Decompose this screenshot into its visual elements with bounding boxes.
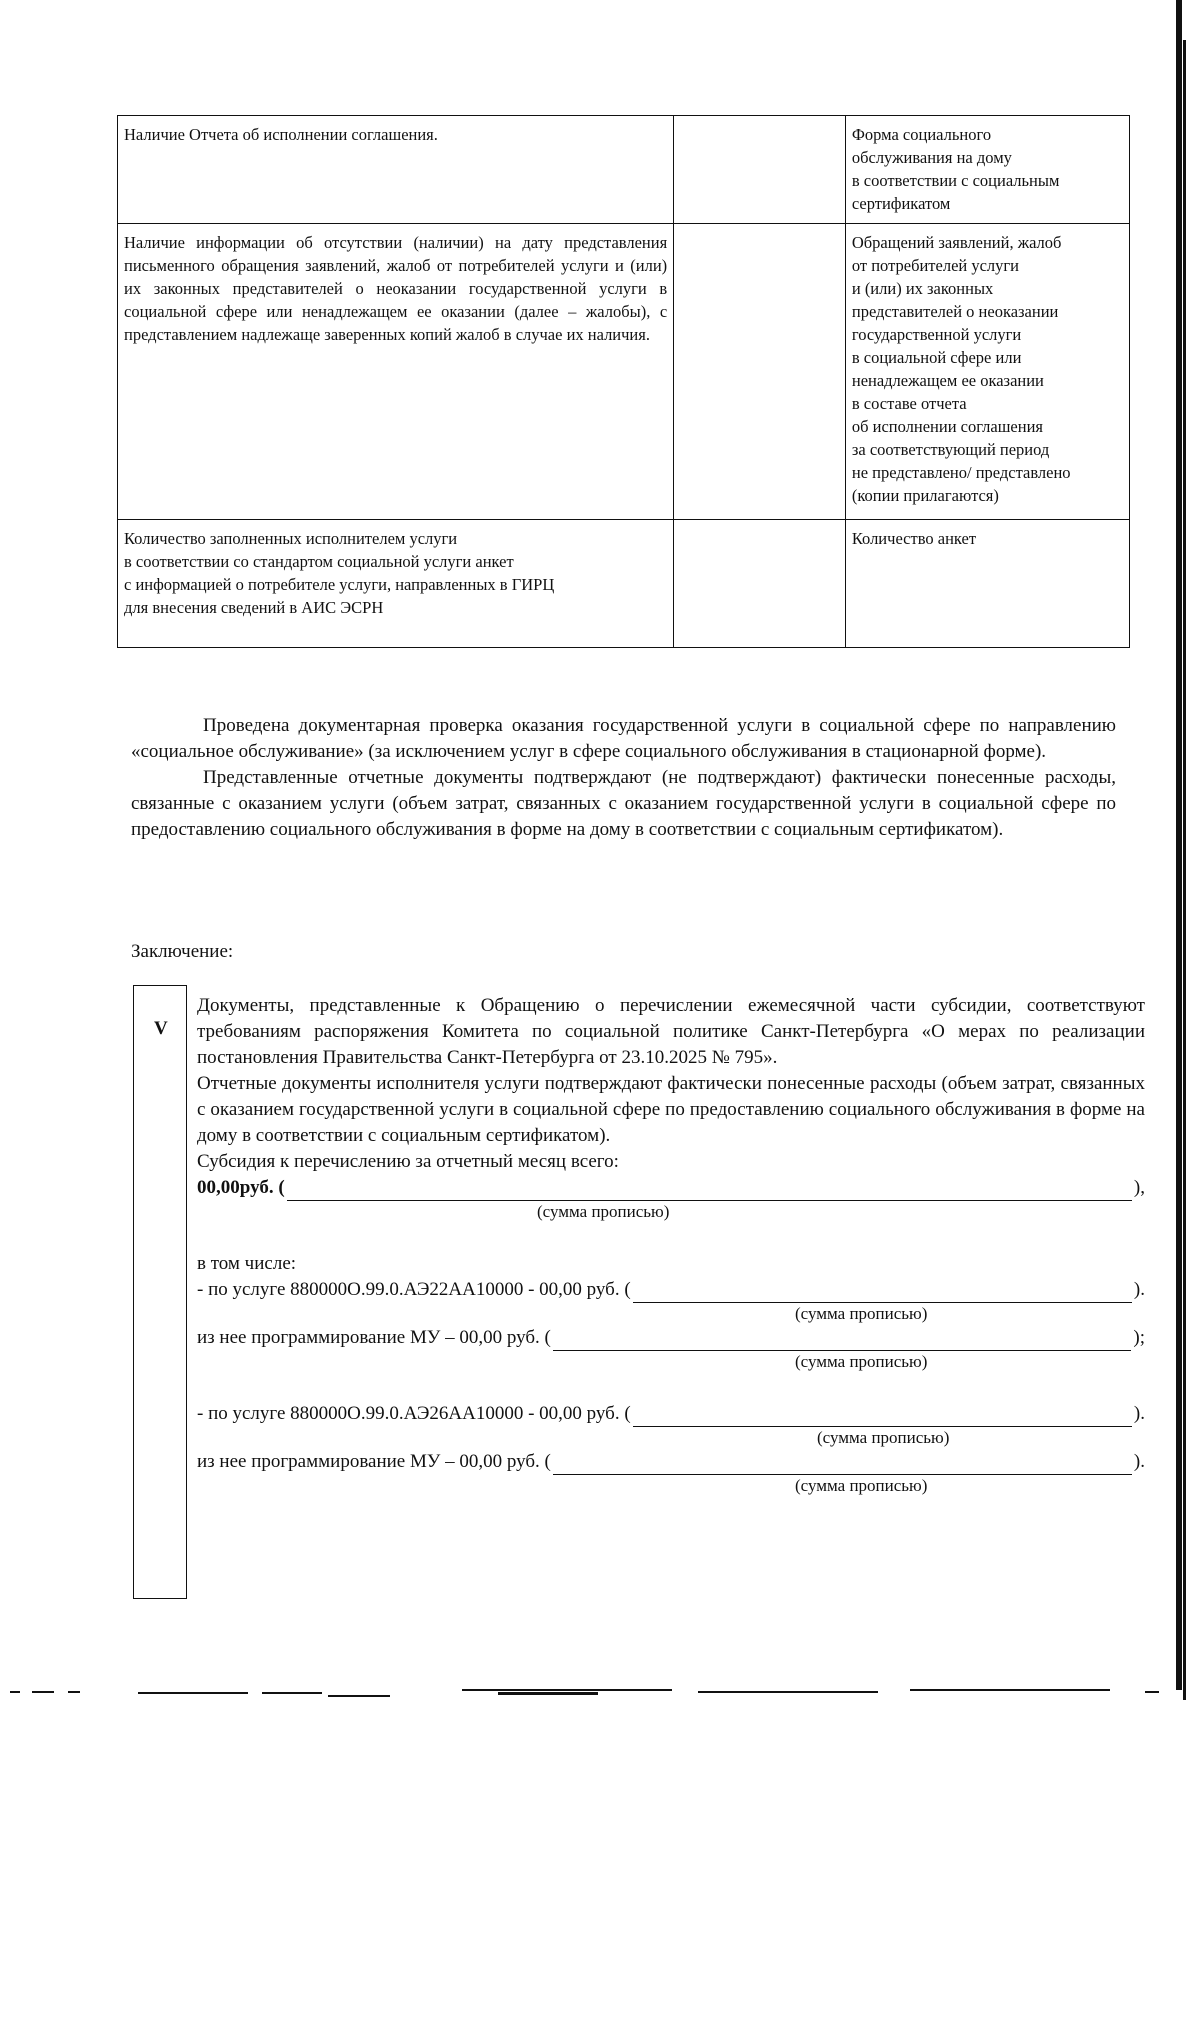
conclusion-title: Заключение: [131, 941, 234, 962]
value-cell [674, 224, 846, 520]
note-cell: Форма социального обслуживания на дому в соответствии с социальным сертификатом [845, 116, 1129, 224]
verification-table [117, 115, 1130, 648]
amount-in-words-blank[interactable] [553, 1330, 1132, 1351]
check-mark: V [154, 1018, 168, 1039]
page-break-line [10, 1685, 1190, 1699]
scan-edge-inner [1183, 40, 1186, 1700]
scan-edge [1176, 0, 1182, 1690]
conclusion-text-expenses: Отчетные документы исполнителя услуги подтверждают фактически понесенные расходы (объем затрат, связанных с оказанием государственной услуги в социальной сфере по предоставлению социального обслуживания в форме на дому в соответствии с социальным сертификатом). [197, 1073, 1145, 1146]
line-end: ). [1133, 1279, 1145, 1300]
subsidy-label: Субсидия к перечислению за отчетный месяц всего: [197, 1151, 619, 1172]
criterion-cell: Количество заполненных исполнителем услуги в соответствии со стандартом социальной услуги анкет с информацией о потребителе услуги, направленных в ГИРЦ для внесения сведений в АИС ЭСРН [118, 520, 674, 648]
program1-label: из нее программирование МУ – 00,00 руб. ( [197, 1327, 551, 1348]
verification-paragraphs [131, 713, 1116, 843]
amount-caption: (сумма прописью) [795, 1352, 928, 1371]
service2-label: - по услуге 880000О.99.0.АЭ26АА10000 - 00,00 руб. ( [197, 1403, 631, 1424]
line-end: ); [1133, 1327, 1145, 1348]
criterion-cell: Наличие информации об отсутствии (наличии) на дату представления письменного обращения заявлений, жалоб от потребителей услуги и (или) их законных представителей о неоказании государственной услуги в социальной сфере или ненадлежащем ее оказании (далее – жалобы), с представлением надлежаще заверенных копий жалоб в случае их наличия. [118, 224, 674, 520]
line-end: ). [1133, 1403, 1145, 1424]
program1-line [197, 1325, 1145, 1351]
program2-line [197, 1449, 1145, 1475]
conclusion-body [197, 993, 1145, 1497]
service1-line [197, 1277, 1145, 1303]
table-row [118, 224, 1130, 520]
value-cell [674, 116, 846, 224]
amount-caption: (сумма прописью) [795, 1476, 928, 1495]
amount-in-words-blank[interactable] [633, 1282, 1132, 1303]
amount-in-words-blank[interactable] [633, 1406, 1132, 1427]
service1-label: - по услуге 880000О.99.0.АЭ22АА10000 - 00,00 руб. ( [197, 1279, 631, 1300]
program2-label: из нее программирование МУ – 00,00 руб. ( [197, 1451, 551, 1472]
amount-in-words-blank[interactable] [287, 1180, 1132, 1201]
checkbox-column [133, 985, 187, 1599]
paragraph-documents: Представленные отчетные документы подтверждают (не подтверждают) фактически понесенные расходы, связанные с оказанием услуги (объем затрат, связанных с оказанием государственной услуги в социальной сфере по предоставлению социального обслуживания в форме на дому в соответствии с социальным сертификатом). [131, 767, 1116, 840]
note-cell: Обращений заявлений, жалоб от потребителей услуги и (или) их законных представителей о неоказании государственной услуги в социальной сфере или ненадлежащем ее оказании в составе отчета об исполнении соглашения за соответствующий период не представлено/ представлено (копии прилагаются) [845, 224, 1129, 520]
total-sum-line [197, 1175, 1145, 1201]
table-row [118, 116, 1130, 224]
service2-line [197, 1401, 1145, 1427]
including-label: в том числе: [197, 1253, 297, 1274]
line-end: ), [1133, 1177, 1145, 1198]
conclusion-text-compliance: Документы, представленные к Обращению о перечислении ежемесячной части субсидии, соответствуют требованиям распоряжения Комитета по социальной политике Санкт-Петербурга «О мерах по реализации постановления Правительства Санкт-Петербурга от 23.10.2025 № 795». [197, 995, 1145, 1068]
amount-caption: (сумма прописью) [817, 1428, 950, 1447]
paragraph-check: Проведена документарная проверка оказания государственной услуги в социальной сфере по направлению «социальное обслуживание» (за исключением услуг в сфере социального обслуживания в стационарной форме). [131, 715, 1116, 762]
line-end: ). [1133, 1451, 1145, 1472]
amount-caption: (сумма прописью) [537, 1202, 670, 1221]
amount-caption: (сумма прописью) [795, 1304, 928, 1323]
table-row [118, 520, 1130, 648]
total-amount: 00,00руб. ( [197, 1177, 285, 1198]
value-cell [674, 520, 846, 648]
note-cell: Количество анкет [845, 520, 1129, 648]
criterion-cell: Наличие Отчета об исполнении соглашения. [118, 116, 674, 224]
amount-in-words-blank[interactable] [553, 1454, 1132, 1475]
